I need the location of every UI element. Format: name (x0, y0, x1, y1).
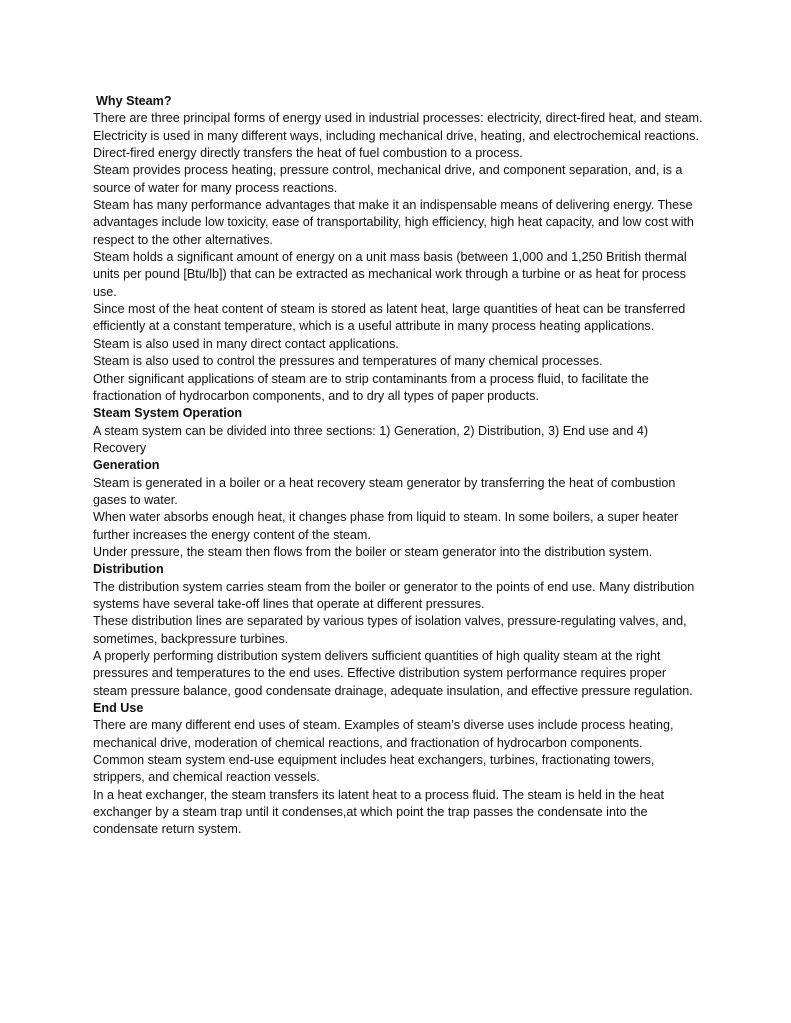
paragraph: Under pressure, the steam then flows from the boiler or steam generator into the distribution system. (93, 544, 653, 559)
paragraph: A steam system can be divided into three sections: 1) Generation, 2) Distribution, 3) End use and 4) Recovery (93, 423, 649, 455)
paragraph: In a heat exchanger, the steam transfers its latent heat to a process fluid. The steam is held in the heat exchanger by a steam trap until it condenses,at which point the trap passes the condensate into the condensate return system. (93, 787, 665, 837)
paragraph: A properly performing distribution system delivers sufficient quantities of high quality steam at the right pressures and temperatures to the end uses. Effective distribution system performance requires proper steam pressure balance, good condensate drainage, adequate insulation, and effective pressure regulation. (93, 649, 693, 698)
paragraph: There are many different end uses of steam. Examples of steam’s diverse uses include process heating, mechanical drive, moderation of chemical reactions, and fractionation of hydrocarbon components. (93, 718, 674, 750)
paragraph: Steam provides process heating, pressure control, mechanical drive, and component separation, and, is a source of water for many process reactions. (93, 163, 683, 195)
paragraph: Electricity is used in many different ways, including mechanical drive, heating, and electrochemical reactions. (93, 128, 699, 143)
paragraph: Steam is also used to control the pressures and temperatures of many chemical processes. (93, 354, 603, 369)
paragraph: When water absorbs enough heat, it changes phase from liquid to steam. In some boilers, a super heater further increases the energy content of the steam. (93, 510, 679, 542)
paragraph: Other significant applications of steam are to strip contaminants from a process fluid, to facilitate the fractionation of hydrocarbon components, and to dry all types of paper products. (93, 371, 649, 403)
heading-generation: Generation (93, 458, 160, 473)
paragraph: Direct-fired energy directly transfers the heat of fuel combustion to a process. (93, 146, 523, 161)
paragraph: The distribution system carries steam from the boiler or generator to the points of end use. Many distribution systems have several take-off lines that operate at different pressures. (93, 579, 695, 611)
paragraph: Common steam system end-use equipment includes heat exchangers, turbines, fractionating towers, strippers, and chemical reaction vessels. (93, 753, 655, 785)
heading-distribution: Distribution (93, 562, 164, 577)
paragraph: Steam holds a significant amount of energy on a unit mass basis (between 1,000 and 1,250 British thermal units per pound [Btu/lb]) that can be extracted as mechanical work through a turbine or as heat for process use. (93, 250, 687, 299)
paragraph: There are three principal forms of energy used in industrial processes: electricity, direct-fired heat, and steam. (93, 111, 703, 126)
heading-steam-system-operation: Steam System Operation (93, 406, 243, 421)
heading-end-use: End Use (93, 701, 144, 716)
paragraph: These distribution lines are separated by various types of isolation valves, pressure-regulating valves, and, sometimes, backpressure turbines. (93, 614, 687, 646)
document-page (93, 93, 703, 839)
paragraph: Steam is generated in a boiler or a heat recovery steam generator by transferring the heat of combustion gases to water. (93, 475, 676, 507)
paragraph: Steam is also used in many direct contact applications. (93, 336, 399, 351)
heading-why-steam: Why Steam? (96, 94, 172, 108)
paragraph: Since most of the heat content of steam is stored as latent heat, large quantities of heat can be transferred efficiently at a constant temperature, which is a useful attribute in many process heating applications. (93, 302, 686, 334)
paragraph: Steam has many performance advantages that make it an indispensable means of delivering energy. These advantages include low toxicity, ease of transportability, high efficiency, high heat capacity, and low cost with respect to the other alternatives. (93, 198, 694, 247)
